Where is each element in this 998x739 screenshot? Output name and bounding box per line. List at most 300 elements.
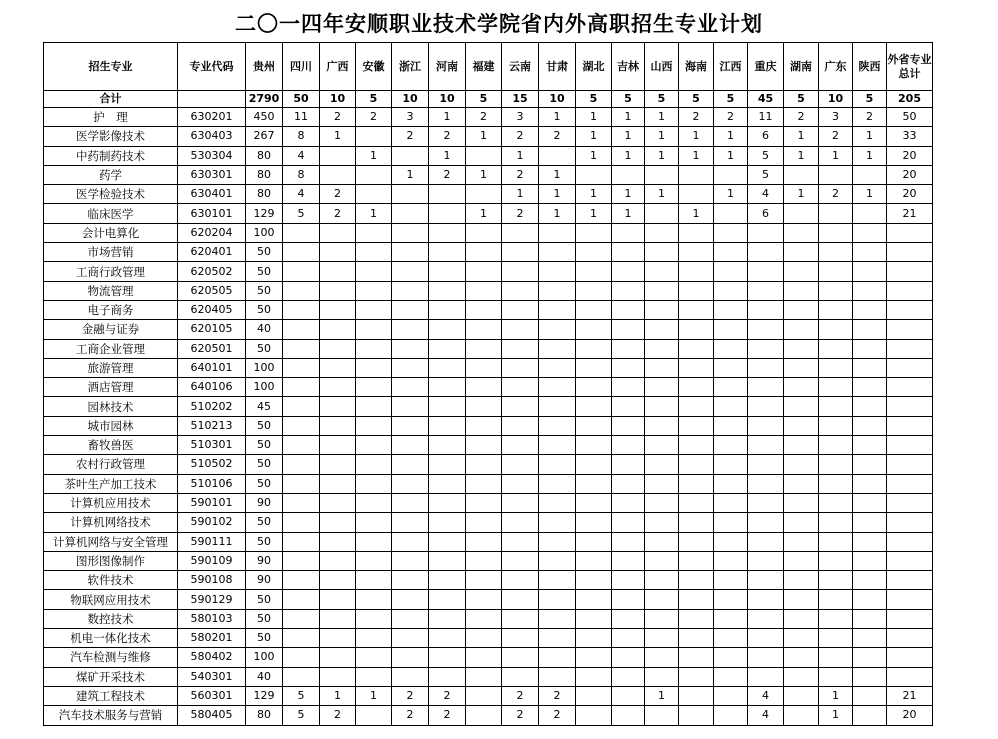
plan-cell	[679, 474, 714, 493]
plan-cell	[320, 165, 356, 184]
plan-cell: 50	[246, 262, 283, 281]
plan-cell	[283, 358, 320, 377]
plan-cell	[612, 223, 645, 242]
plan-cell	[466, 455, 502, 474]
major-name: 药学	[44, 165, 178, 184]
plan-cell: 50	[246, 532, 283, 551]
major-name: 中药制药技术	[44, 146, 178, 165]
plan-cell: 5	[283, 204, 320, 223]
plan-cell	[645, 281, 679, 300]
total-cell: 10	[539, 91, 576, 108]
plan-cell	[576, 474, 612, 493]
table-row	[44, 281, 933, 300]
plan-cell	[645, 436, 679, 455]
plan-cell: 129	[246, 686, 283, 705]
major-code: 620405	[178, 300, 246, 319]
plan-cell: 2	[502, 686, 539, 705]
plan-cell	[645, 648, 679, 667]
plan-cell	[819, 551, 853, 570]
plan-cell	[429, 609, 466, 628]
plan-cell	[784, 571, 819, 590]
major-name: 计算机网络技术	[44, 513, 178, 532]
total-cell: 15	[502, 91, 539, 108]
plan-cell	[853, 300, 887, 319]
plan-cell	[466, 320, 502, 339]
plan-cell	[539, 648, 576, 667]
plan-cell	[748, 667, 784, 686]
total-cell: 5	[576, 91, 612, 108]
plan-cell	[356, 474, 392, 493]
plan-cell	[502, 243, 539, 262]
plan-cell: 1	[612, 185, 645, 204]
table-row	[44, 686, 933, 705]
plan-cell	[576, 378, 612, 397]
plan-cell	[679, 648, 714, 667]
plan-cell	[320, 281, 356, 300]
table-row	[44, 378, 933, 397]
row-total: 20	[887, 146, 933, 165]
plan-cell	[784, 300, 819, 319]
plan-cell	[502, 378, 539, 397]
plan-cell	[320, 648, 356, 667]
header-province: 陕西	[853, 43, 887, 91]
plan-cell	[679, 706, 714, 725]
plan-cell	[819, 532, 853, 551]
plan-cell	[539, 281, 576, 300]
plan-cell	[748, 378, 784, 397]
plan-cell	[392, 262, 429, 281]
plan-cell	[819, 416, 853, 435]
plan-cell	[748, 474, 784, 493]
plan-cell: 2	[679, 108, 714, 127]
plan-cell: 2	[429, 127, 466, 146]
major-code: 560301	[178, 686, 246, 705]
plan-cell	[679, 339, 714, 358]
plan-cell	[576, 300, 612, 319]
plan-cell	[576, 358, 612, 377]
plan-cell	[612, 455, 645, 474]
plan-cell	[392, 223, 429, 242]
plan-cell	[819, 648, 853, 667]
row-total	[887, 397, 933, 416]
plan-cell	[714, 609, 748, 628]
table-row	[44, 706, 933, 725]
plan-cell	[679, 320, 714, 339]
plan-cell	[283, 455, 320, 474]
plan-cell: 50	[246, 513, 283, 532]
plan-cell	[748, 339, 784, 358]
plan-cell	[612, 339, 645, 358]
plan-cell: 1	[784, 146, 819, 165]
total-cell: 5	[356, 91, 392, 108]
plan-cell	[392, 397, 429, 416]
plan-cell	[853, 629, 887, 648]
plan-cell	[784, 320, 819, 339]
plan-cell: 1	[356, 686, 392, 705]
plan-cell	[819, 378, 853, 397]
plan-cell	[645, 571, 679, 590]
plan-cell	[539, 455, 576, 474]
plan-cell	[612, 532, 645, 551]
plan-cell	[748, 416, 784, 435]
total-overall: 205	[887, 91, 933, 108]
plan-cell	[612, 686, 645, 705]
plan-cell	[679, 262, 714, 281]
plan-cell	[392, 204, 429, 223]
plan-cell	[539, 551, 576, 570]
plan-cell: 1	[576, 204, 612, 223]
plan-cell: 1	[645, 686, 679, 705]
plan-cell: 1	[819, 686, 853, 705]
plan-cell	[576, 262, 612, 281]
plan-cell	[429, 513, 466, 532]
plan-cell: 1	[853, 127, 887, 146]
plan-cell: 1	[539, 108, 576, 127]
plan-cell	[612, 281, 645, 300]
plan-cell	[714, 436, 748, 455]
plan-cell	[356, 706, 392, 725]
plan-cell	[714, 358, 748, 377]
plan-cell	[819, 397, 853, 416]
plan-cell: 4	[748, 185, 784, 204]
row-total	[887, 629, 933, 648]
plan-cell	[714, 281, 748, 300]
header-province: 湖南	[784, 43, 819, 91]
plan-cell	[502, 648, 539, 667]
plan-cell: 11	[748, 108, 784, 127]
plan-cell: 1	[853, 146, 887, 165]
plan-cell	[784, 551, 819, 570]
row-total	[887, 667, 933, 686]
major-name: 工商行政管理	[44, 262, 178, 281]
plan-cell: 1	[539, 165, 576, 184]
plan-cell	[356, 590, 392, 609]
plan-cell	[429, 262, 466, 281]
plan-cell: 2	[392, 127, 429, 146]
row-total	[887, 243, 933, 262]
header-province: 安徽	[356, 43, 392, 91]
plan-cell: 6	[748, 127, 784, 146]
plan-cell	[466, 262, 502, 281]
major-name: 茶叶生产加工技术	[44, 474, 178, 493]
major-code: 620401	[178, 243, 246, 262]
plan-cell	[784, 455, 819, 474]
plan-cell	[539, 146, 576, 165]
total-label: 合计	[44, 91, 178, 108]
plan-cell	[714, 571, 748, 590]
plan-cell	[539, 609, 576, 628]
plan-cell	[679, 243, 714, 262]
plan-cell: 1	[392, 165, 429, 184]
plan-cell	[819, 165, 853, 184]
plan-cell	[714, 165, 748, 184]
plan-cell	[466, 513, 502, 532]
header-major: 招生专业	[44, 43, 178, 91]
row-total	[887, 300, 933, 319]
plan-cell	[748, 571, 784, 590]
plan-cell	[576, 339, 612, 358]
plan-cell	[853, 204, 887, 223]
plan-cell: 90	[246, 493, 283, 512]
major-code: 510202	[178, 397, 246, 416]
plan-cell: 5	[283, 686, 320, 705]
plan-cell	[853, 165, 887, 184]
plan-cell	[392, 551, 429, 570]
plan-cell	[356, 300, 392, 319]
plan-cell	[784, 436, 819, 455]
plan-cell	[784, 667, 819, 686]
row-total	[887, 358, 933, 377]
row-total: 33	[887, 127, 933, 146]
plan-cell	[612, 436, 645, 455]
total-cell: 5	[679, 91, 714, 108]
plan-cell	[748, 629, 784, 648]
plan-cell	[502, 590, 539, 609]
plan-cell	[429, 629, 466, 648]
plan-cell: 4	[748, 686, 784, 705]
major-code: 590101	[178, 493, 246, 512]
plan-cell	[714, 320, 748, 339]
plan-cell	[679, 590, 714, 609]
total-row	[44, 91, 933, 108]
plan-cell	[539, 262, 576, 281]
plan-cell	[539, 474, 576, 493]
plan-cell	[819, 436, 853, 455]
plan-cell	[466, 629, 502, 648]
plan-cell	[392, 532, 429, 551]
plan-cell	[748, 590, 784, 609]
plan-cell: 5	[748, 165, 784, 184]
plan-cell	[539, 358, 576, 377]
plan-cell	[645, 300, 679, 319]
plan-cell	[356, 243, 392, 262]
plan-cell	[645, 532, 679, 551]
plan-cell	[502, 667, 539, 686]
plan-cell	[576, 590, 612, 609]
plan-cell: 100	[246, 223, 283, 242]
plan-cell	[853, 397, 887, 416]
plan-cell	[392, 281, 429, 300]
plan-cell	[714, 262, 748, 281]
plan-cell: 1	[466, 127, 502, 146]
plan-cell	[612, 648, 645, 667]
plan-cell	[392, 648, 429, 667]
plan-cell	[679, 551, 714, 570]
plan-cell	[748, 455, 784, 474]
table-row	[44, 436, 933, 455]
row-total: 21	[887, 686, 933, 705]
plan-cell: 129	[246, 204, 283, 223]
plan-cell	[466, 493, 502, 512]
total-cell: 5	[612, 91, 645, 108]
total-cell: 2790	[246, 91, 283, 108]
row-total	[887, 339, 933, 358]
plan-cell: 50	[246, 590, 283, 609]
major-code: 640101	[178, 358, 246, 377]
plan-cell	[356, 378, 392, 397]
plan-cell	[853, 667, 887, 686]
plan-cell	[502, 223, 539, 242]
plan-cell	[283, 300, 320, 319]
plan-cell	[714, 551, 748, 570]
plan-cell: 50	[246, 436, 283, 455]
plan-cell	[502, 300, 539, 319]
plan-cell: 100	[246, 648, 283, 667]
plan-cell	[645, 397, 679, 416]
plan-cell	[612, 474, 645, 493]
plan-cell: 1	[784, 185, 819, 204]
header-code: 专业代码	[178, 43, 246, 91]
plan-cell	[429, 378, 466, 397]
header-province: 江西	[714, 43, 748, 91]
plan-cell	[539, 300, 576, 319]
plan-cell	[356, 397, 392, 416]
plan-cell	[392, 590, 429, 609]
header-row	[44, 43, 933, 91]
plan-cell	[784, 416, 819, 435]
plan-cell	[714, 416, 748, 435]
plan-cell	[502, 281, 539, 300]
table-row	[44, 513, 933, 532]
major-code: 620105	[178, 320, 246, 339]
plan-cell	[748, 223, 784, 242]
total-cell: 10	[429, 91, 466, 108]
header-province: 云南	[502, 43, 539, 91]
plan-cell	[714, 339, 748, 358]
header-province: 山西	[645, 43, 679, 91]
page-title: 二〇一四年安顺职业技术学院省内外高职招生专业计划	[235, 12, 763, 36]
plan-cell	[748, 532, 784, 551]
plan-cell: 2	[466, 108, 502, 127]
plan-cell: 2	[539, 127, 576, 146]
table-row	[44, 648, 933, 667]
plan-cell	[612, 551, 645, 570]
plan-cell	[429, 493, 466, 512]
plan-cell	[466, 300, 502, 319]
plan-cell	[679, 571, 714, 590]
plan-cell	[748, 648, 784, 667]
plan-cell: 1	[645, 185, 679, 204]
plan-cell	[645, 590, 679, 609]
header-province: 甘肃	[539, 43, 576, 91]
table-row	[44, 667, 933, 686]
plan-cell	[539, 667, 576, 686]
plan-cell: 1	[320, 127, 356, 146]
plan-cell	[819, 493, 853, 512]
plan-cell	[539, 223, 576, 242]
plan-cell	[853, 378, 887, 397]
plan-cell	[429, 358, 466, 377]
major-code: 590129	[178, 590, 246, 609]
row-total	[887, 590, 933, 609]
table-row	[44, 416, 933, 435]
header-province: 贵州	[246, 43, 283, 91]
total-cell: 5	[784, 91, 819, 108]
plan-cell	[576, 648, 612, 667]
plan-cell	[466, 185, 502, 204]
plan-cell	[612, 358, 645, 377]
plan-cell	[539, 513, 576, 532]
major-code: 620204	[178, 223, 246, 242]
plan-cell	[714, 455, 748, 474]
plan-cell: 80	[246, 165, 283, 184]
plan-cell	[320, 571, 356, 590]
plan-cell	[853, 686, 887, 705]
plan-cell	[748, 300, 784, 319]
plan-cell: 1	[819, 706, 853, 725]
plan-cell: 50	[246, 629, 283, 648]
major-code: 590111	[178, 532, 246, 551]
plan-cell	[502, 609, 539, 628]
plan-cell	[502, 320, 539, 339]
plan-cell	[283, 378, 320, 397]
plan-cell	[356, 281, 392, 300]
plan-cell	[356, 455, 392, 474]
plan-cell	[853, 436, 887, 455]
plan-cell	[429, 185, 466, 204]
plan-cell: 1	[612, 146, 645, 165]
plan-cell: 267	[246, 127, 283, 146]
table-row	[44, 609, 933, 628]
plan-cell	[645, 416, 679, 435]
plan-cell	[502, 474, 539, 493]
plan-cell: 1	[576, 146, 612, 165]
plan-cell	[466, 436, 502, 455]
plan-cell	[748, 513, 784, 532]
plan-cell	[819, 204, 853, 223]
plan-cell	[645, 358, 679, 377]
plan-cell: 1	[502, 146, 539, 165]
plan-cell	[645, 455, 679, 474]
plan-cell: 1	[714, 127, 748, 146]
plan-cell: 1	[539, 204, 576, 223]
plan-cell	[392, 378, 429, 397]
major-name: 图形图像制作	[44, 551, 178, 570]
plan-cell	[853, 571, 887, 590]
plan-cell: 2	[819, 185, 853, 204]
plan-cell	[502, 262, 539, 281]
plan-cell	[853, 262, 887, 281]
plan-cell	[283, 281, 320, 300]
plan-cell: 2	[320, 706, 356, 725]
plan-cell	[679, 397, 714, 416]
major-name: 畜牧兽医	[44, 436, 178, 455]
plan-cell	[356, 532, 392, 551]
plan-cell	[784, 339, 819, 358]
plan-cell	[356, 648, 392, 667]
plan-cell	[283, 513, 320, 532]
plan-cell: 90	[246, 551, 283, 570]
plan-cell	[356, 223, 392, 242]
plan-cell	[320, 474, 356, 493]
plan-cell	[429, 243, 466, 262]
plan-cell	[645, 551, 679, 570]
row-total	[887, 513, 933, 532]
plan-cell: 100	[246, 358, 283, 377]
plan-cell: 1	[645, 146, 679, 165]
plan-cell	[645, 378, 679, 397]
plan-cell: 5	[283, 706, 320, 725]
plan-cell	[502, 493, 539, 512]
plan-cell	[539, 436, 576, 455]
plan-cell	[714, 629, 748, 648]
plan-cell	[576, 513, 612, 532]
plan-cell	[784, 532, 819, 551]
plan-cell	[819, 513, 853, 532]
major-name: 护 理	[44, 108, 178, 127]
plan-cell	[819, 571, 853, 590]
major-name: 计算机网络与安全管理	[44, 532, 178, 551]
